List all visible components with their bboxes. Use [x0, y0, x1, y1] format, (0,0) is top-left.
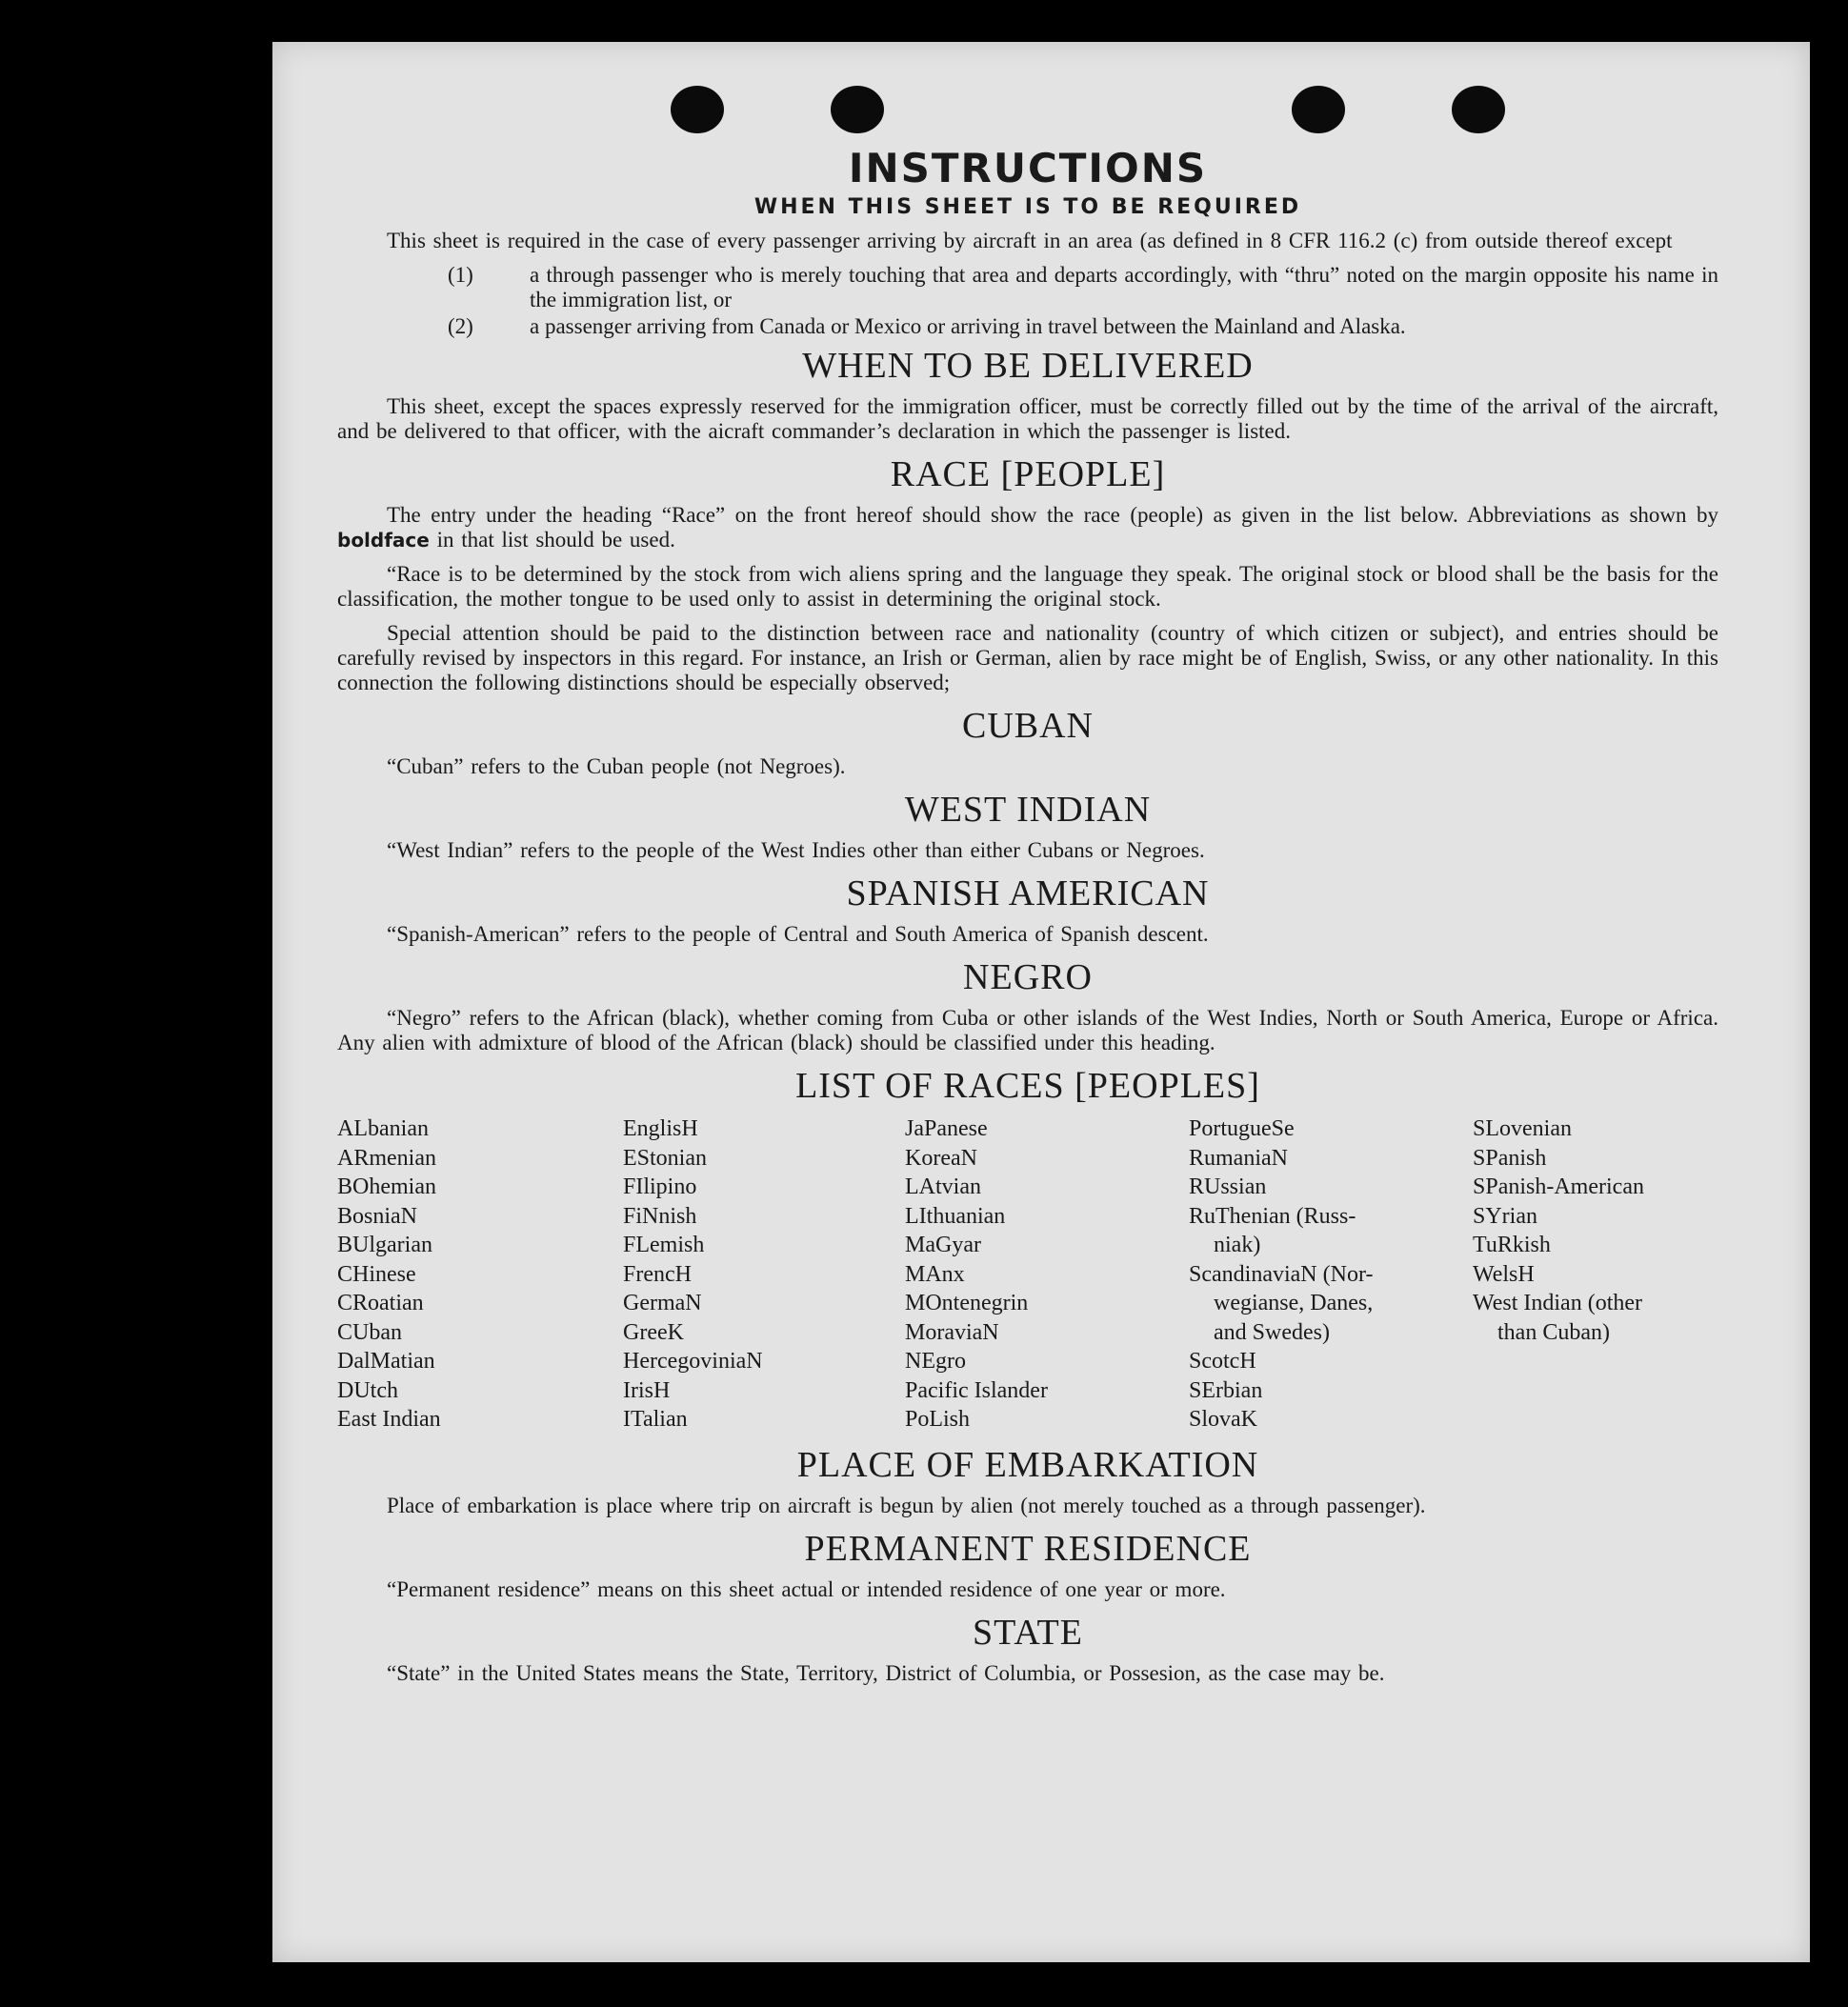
- race-entry: ScotcH: [1189, 1349, 1256, 1374]
- race-entry: DUtch: [337, 1377, 398, 1403]
- race-entry: SYrian: [1473, 1203, 1537, 1229]
- races-column: [337, 1114, 623, 1435]
- race-entry: FrencH: [623, 1261, 692, 1287]
- instructions-intro: This sheet is required in the case of every passenger arriving by aircraft in an area (as defined in 8 CFR 116.2 (c) from outside thereof except: [387, 229, 1673, 252]
- negro-text: “Negro” refers to the African (black), whether coming from Cuba or other islands of the West Indies, North or South America, Europe or Africa. Any alien with admixture of blood of the African (black) should be classified under this heading.: [337, 1006, 1718, 1054]
- race-entry: RuThenian (Russ-: [1189, 1203, 1356, 1229]
- race-entry: than Cuban): [1497, 1319, 1610, 1345]
- race-entry: LAtvian: [905, 1174, 981, 1199]
- race-entry: ITalian: [623, 1407, 688, 1432]
- exception-number: (2): [448, 314, 473, 338]
- section-heading-list-of-races: LIST OF RACES [PEOPLES]: [795, 1066, 1260, 1106]
- races-column: [1189, 1114, 1473, 1435]
- document-body: [337, 145, 1718, 1696]
- race-entry: CHinese: [337, 1261, 416, 1287]
- race-entry: BosniaN: [337, 1203, 417, 1229]
- race-entry: MOntenegrin: [905, 1291, 1029, 1315]
- race-entry: HercegoviniaN: [623, 1349, 763, 1374]
- race-entry: KoreaN: [905, 1145, 977, 1171]
- section-heading-when-delivered: WHEN TO BE DELIVERED: [802, 346, 1254, 386]
- exception-text: a through passenger who is merely touching that area and departs accordingly, with “thru” noted on the margin opposite his name in the immigration list, or: [530, 263, 1718, 311]
- race-entry: PortugueSe: [1189, 1116, 1295, 1141]
- race-entry: BUlgarian: [337, 1233, 432, 1257]
- race-entry: LIthuanian: [905, 1203, 1006, 1229]
- race-entry: SPanish-American: [1473, 1174, 1644, 1199]
- exception-item: [337, 263, 1718, 312]
- race-entry: PoLish: [905, 1407, 971, 1432]
- race-entry: SlovaK: [1189, 1407, 1257, 1432]
- cuban-text: “Cuban” refers to the Cuban people (not Negroes).: [387, 754, 846, 778]
- race-entry: and Swedes): [1214, 1319, 1330, 1345]
- residence-text: “Permanent residence” means on this sheet actual or intended residence of one year or more.: [387, 1576, 1226, 1601]
- exception-number: (1): [448, 263, 473, 287]
- race-entry: niak): [1214, 1233, 1261, 1257]
- section-heading-residence: PERMANENT RESIDENCE: [804, 1528, 1252, 1569]
- race-entry: BOhemian: [337, 1174, 436, 1199]
- instructions-title: INSTRUCTIONS: [848, 145, 1208, 191]
- race-entry: ALbanian: [337, 1116, 429, 1141]
- instructions-subtitle: WHEN THIS SHEET IS TO BE REQUIRED: [753, 195, 1302, 219]
- race-entry: WelsH: [1473, 1261, 1535, 1287]
- section-heading-embarkation: PLACE OF EMBARKATION: [796, 1444, 1259, 1485]
- paper-sheet: [272, 42, 1810, 1962]
- race-entry: FIlipino: [623, 1174, 697, 1199]
- race-entry: FLemish: [623, 1233, 705, 1257]
- race-entry: EnglisH: [623, 1116, 698, 1141]
- race-entry: JaPanese: [905, 1116, 988, 1141]
- punch-hole: [831, 86, 884, 133]
- section-heading-race: RACE [PEOPLE]: [890, 454, 1166, 494]
- section-heading-spanish-american: SPANISH AMERICAN: [846, 873, 1210, 913]
- race-entry: SLovenian: [1473, 1116, 1572, 1141]
- race-entry: wegianse, Danes,: [1214, 1291, 1374, 1315]
- race-entry: TuRkish: [1473, 1233, 1551, 1257]
- exception-item: [337, 314, 1718, 339]
- state-text: “State” in the United States means the State, Territory, District of Columbia, or Possesion, as the case may be.: [387, 1660, 1385, 1685]
- race-entry: ScandinaviaN (Nor-: [1189, 1261, 1374, 1287]
- race-paragraph-3: Special attention should be paid to the distinction between race and nationality (country of which citizen or subject), and entries should be carefully revised by inspectors in this regard. For instance, an Irish or German, alien by race might be of English, Swiss, or any other nationality. In this connection the following distinctions should be especially observed;: [337, 621, 1718, 694]
- race-paragraph-2: “Race is to be determined by the stock from wich aliens spring and the language they speak. The original stock or blood shall be the basis for the classification, the mother tongue to be used only to assist in determining the original stock.: [337, 562, 1718, 611]
- race-entry: ARmenian: [337, 1145, 436, 1171]
- punch-hole: [1452, 86, 1505, 133]
- race-entry: GreeK: [623, 1319, 684, 1345]
- races-column: [623, 1114, 905, 1435]
- race-entry: GermaN: [623, 1291, 702, 1315]
- race-entry: MaGyar: [905, 1233, 981, 1257]
- race-entry: SPanish: [1473, 1145, 1547, 1171]
- race-paragraph-1: [337, 503, 1718, 552]
- race-entry: DalMatian: [337, 1349, 435, 1374]
- race-p1-before: The entry under the heading “Race” on the front hereof should show the race (people) as given in the list below. Abbreviations as shown by: [387, 503, 1718, 527]
- exception-text: a passenger arriving from Canada or Mexico or arriving in travel between the Mainland and Alaska.: [530, 314, 1406, 338]
- races-column: [905, 1114, 1189, 1435]
- punch-hole: [1292, 86, 1345, 133]
- race-p1-bold: boldface: [337, 529, 430, 552]
- race-entry: SErbian: [1189, 1377, 1263, 1403]
- section-heading-state: STATE: [973, 1612, 1083, 1653]
- spanish-american-text: “Spanish-American” refers to the people of Central and South America of Spanish descent.: [387, 922, 1209, 946]
- race-entry: MoraviaN: [905, 1319, 999, 1345]
- section-heading-cuban: CUBAN: [961, 706, 1095, 746]
- section-heading-west-indian: WEST INDIAN: [904, 790, 1152, 830]
- race-entry: EStonian: [623, 1145, 707, 1171]
- race-entry: Pacific Islander: [905, 1377, 1048, 1403]
- section-heading-negro: NEGRO: [963, 957, 1093, 997]
- race-entry: RumaniaN: [1189, 1145, 1288, 1171]
- race-entry: RUssian: [1189, 1174, 1267, 1199]
- punch-hole: [671, 86, 724, 133]
- race-entry: East Indian: [337, 1407, 441, 1432]
- embarkation-text: Place of embarkation is place where trip on aircraft is begun by alien (not merely touched as a through passenger).: [387, 1493, 1426, 1517]
- race-entry: West Indian (other: [1473, 1291, 1643, 1315]
- when-delivered-text: This sheet, except the spaces expressly reserved for the immigration officer, must be correctly filled out by the time of the arrival of the aircraft, and be delivered to that officer, with the aicraft commander’s declaration in which the passenger is listed.: [337, 394, 1718, 443]
- race-entry: MAnx: [905, 1261, 965, 1287]
- race-entry: IrisH: [623, 1377, 671, 1403]
- race-entry: CUban: [337, 1319, 402, 1345]
- race-entry: FiNnish: [623, 1203, 697, 1229]
- race-entry: CRoatian: [337, 1291, 424, 1315]
- race-entry: NEgro: [905, 1349, 966, 1374]
- race-p1-after: in that list should be used.: [436, 528, 675, 552]
- west-indian-text: “West Indian” refers to the people of the West Indies other than either Cubans or Negroes.: [387, 838, 1205, 862]
- races-table: [337, 1114, 1718, 1435]
- races-column: [1473, 1114, 1718, 1435]
